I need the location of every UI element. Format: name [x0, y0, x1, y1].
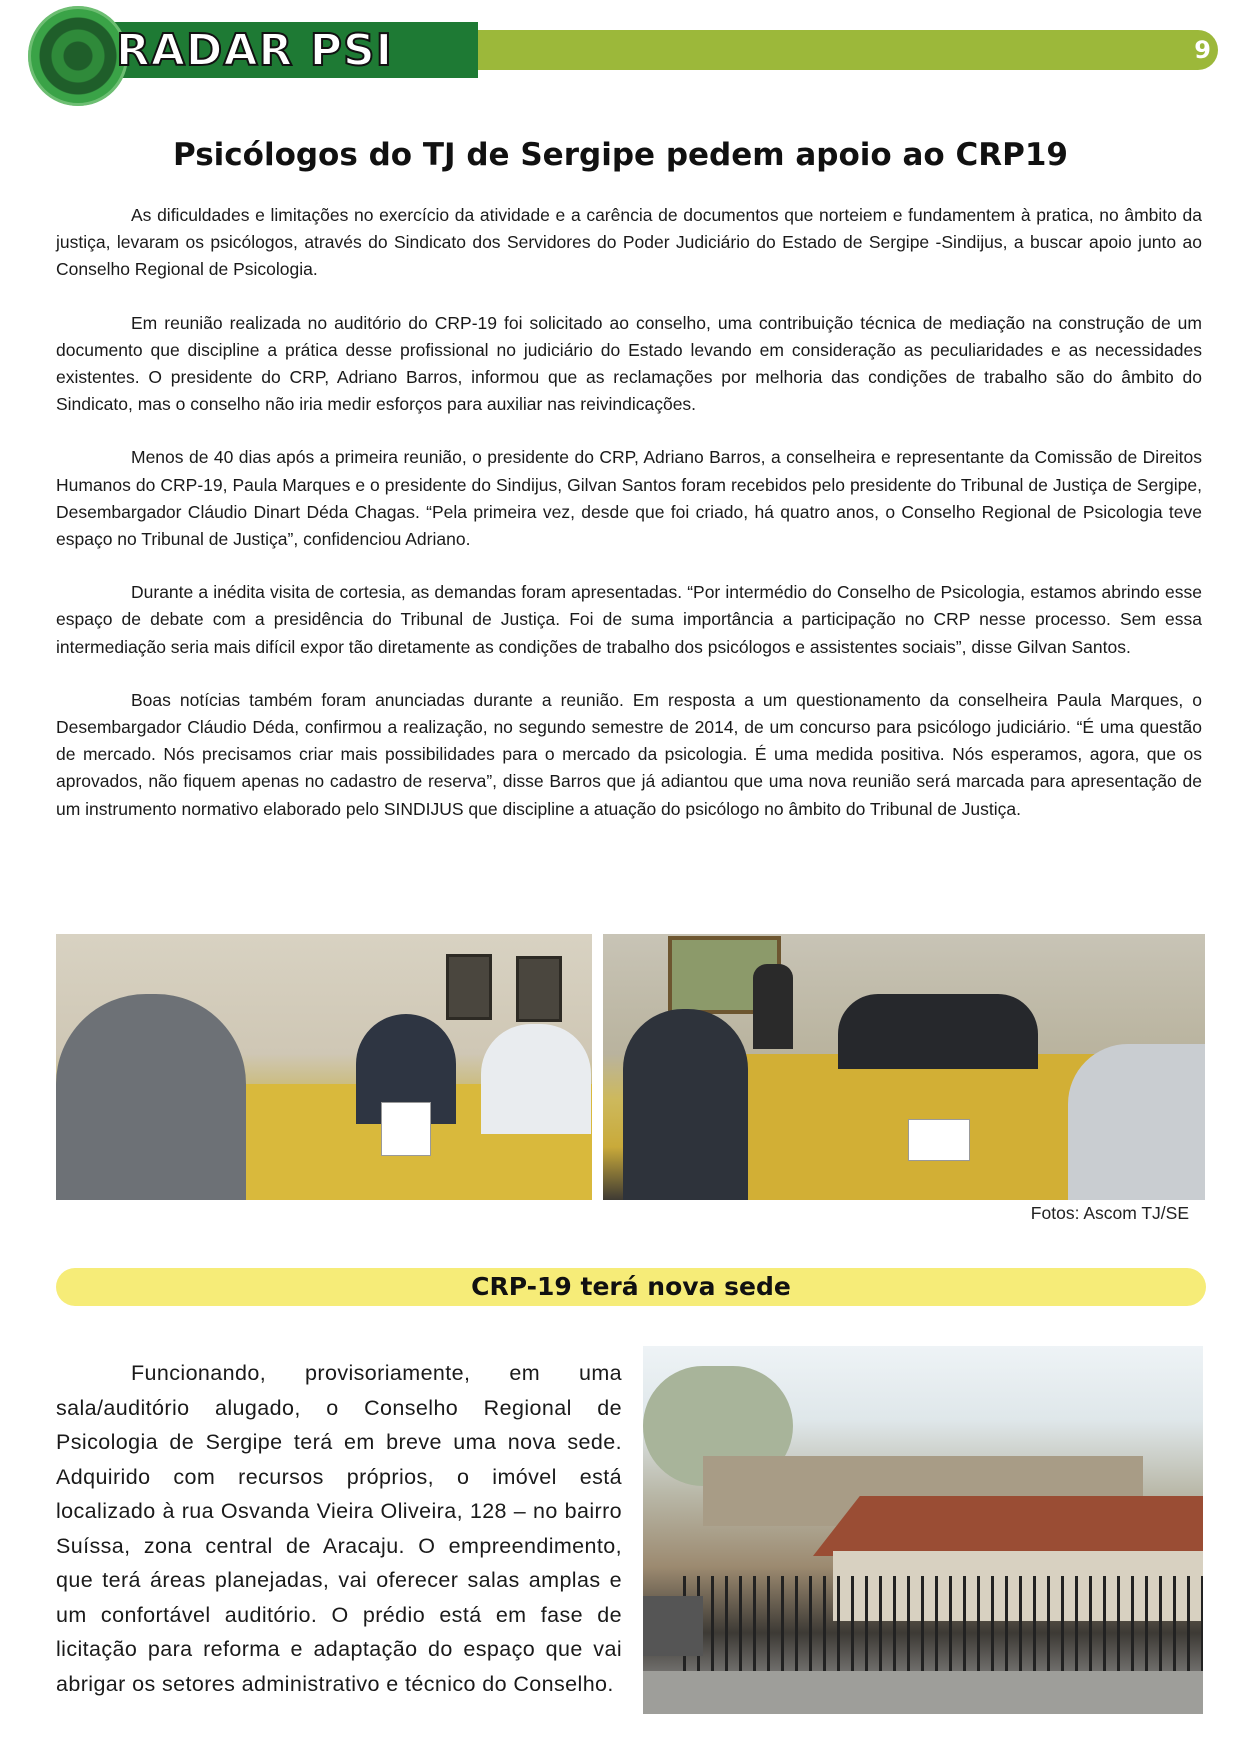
header-band	[478, 30, 1218, 70]
sidewalk	[643, 1671, 1203, 1714]
photo-caption: Fotos: Ascom TJ/SE	[1030, 1203, 1189, 1223]
meeting-photo-right	[603, 934, 1205, 1200]
section-body: Funcionando, provisoriamente, em uma sala/auditório alugado, o Conselho Regional de Psicologia de Sergipe terá em breve uma nova sede. Adquirido com recursos próprios, o imóvel está localizado à rua Osvanda Vieira Oliveira, 128 – no bairro Suíssa, zona central de Aracaju. O empreendimento, que terá áreas planejadas, vai oferecer salas amplas e um confortável auditório. O prédio está em fase de licitação para reforma e adaptação do espaço que vai abrigar os setores administrativo e técnico do Conselho.	[56, 1361, 622, 1696]
article-title: Psicólogos do TJ de Sergipe pedem apoio ao CRP19	[173, 137, 1068, 173]
name-card	[381, 1102, 431, 1156]
article-body	[56, 202, 1202, 849]
tiled-roof	[813, 1496, 1203, 1556]
building-photo	[643, 1346, 1203, 1714]
article-paragraph: Durante a inédita visita de cortesia, as demandas foram apresentadas. “Por intermédio do Conselho de Psicologia, estamos abrindo esse espaço de debate com a presidência do Tribunal de Justiça. Foi de suma importância a participação no CRP nesse processo. Sem essa intermediação seria mais difícil expor tão diretamente as condições de trabalho dos psicólogos e assistentes sociais”, disse Gilvan Santos.	[56, 582, 1202, 657]
wall-portrait	[516, 956, 562, 1022]
person-left	[56, 994, 246, 1200]
person-right	[481, 1024, 591, 1134]
radar-icon	[28, 6, 128, 106]
article-paragraph: As dificuldades e limitações no exercício da atividade e a carência de documentos que norteiem e fundamentem à pratica, no âmbito da justiça, levaram os psicólogos, através do Sindicato dos Servidores do Poder Judiciário do Estado de Sergipe -Sindijus, a buscar apoio junto ao Conselho Regional de Psicologia.	[56, 205, 1202, 280]
article-paragraph: Em reunião realizada no auditório do CRP-19 foi solicitado ao conselho, uma contribuição técnica de mediação na construção de um documento que discipline a prática desse profissional no judiciário do Estado levando em consideração as peculiaridades e as necessidades existentes. O presidente do CRP, Adriano Barros, informou que as reclamações por melhoria das condições de trabalho são do âmbito do Sindicato, mas o conselho não iria medir esforços para auxiliar nas reivindicações.	[56, 312, 1202, 415]
name-card	[908, 1119, 970, 1161]
section-title: CRP-19 terá nova sede	[471, 1272, 791, 1301]
article-paragraph: Menos de 40 dias após a primeira reunião, o presidente do CRP, Adriano Barros, a conselheira e representante da Comissão de Direitos Humanos do CRP-19, Paula Marques e o presidente do Sindijus, Gilvan Santos foram recebidos pelo presidente do Tribunal de Justiça de Sergipe, Desembargador Cláudio Dinart Déda Chagas. “Pela primeira vez, desde que foi criado, há quatro anos, o Conselho Regional de Psicologia teve espaço no Tribunal de Justiça”, confidenciou Adriano.	[56, 447, 1202, 550]
page-header	[0, 0, 1241, 110]
wall-portrait	[446, 954, 492, 1020]
parked-car	[643, 1596, 703, 1656]
page-number: 9	[1194, 36, 1211, 64]
person-back-row	[838, 994, 1038, 1069]
gate	[683, 1576, 1203, 1671]
article-paragraph: Boas notícias também foram anunciadas durante a reunião. Em resposta a um questionamento da conselheira Paula Marques, o Desembargador Cláudio Déda, confirmou a realização, no segundo semestre de 2014, de um concurso para psicólogo judiciário. “É uma questão de mercado. Nós precisamos criar mais possibilidades para o mercado da psicologia. É uma medida positiva. Nós esperamos, agora, que os aprovados, não fiquem apenas no cadastro de reserva”, disse Barros que já adiantou que uma nova reunião será marcada para apresentação de um instrumento normativo elaborado pelo SINDIJUS que discipline a atuação do psicólogo no âmbito do Tribunal de Justiça.	[56, 689, 1202, 819]
brand-logo-text: RADAR PSI	[116, 25, 394, 76]
meeting-photo-left	[56, 934, 592, 1200]
photographer	[753, 964, 793, 1049]
person-front-right	[1068, 1044, 1205, 1200]
person-front-left	[623, 1009, 748, 1200]
